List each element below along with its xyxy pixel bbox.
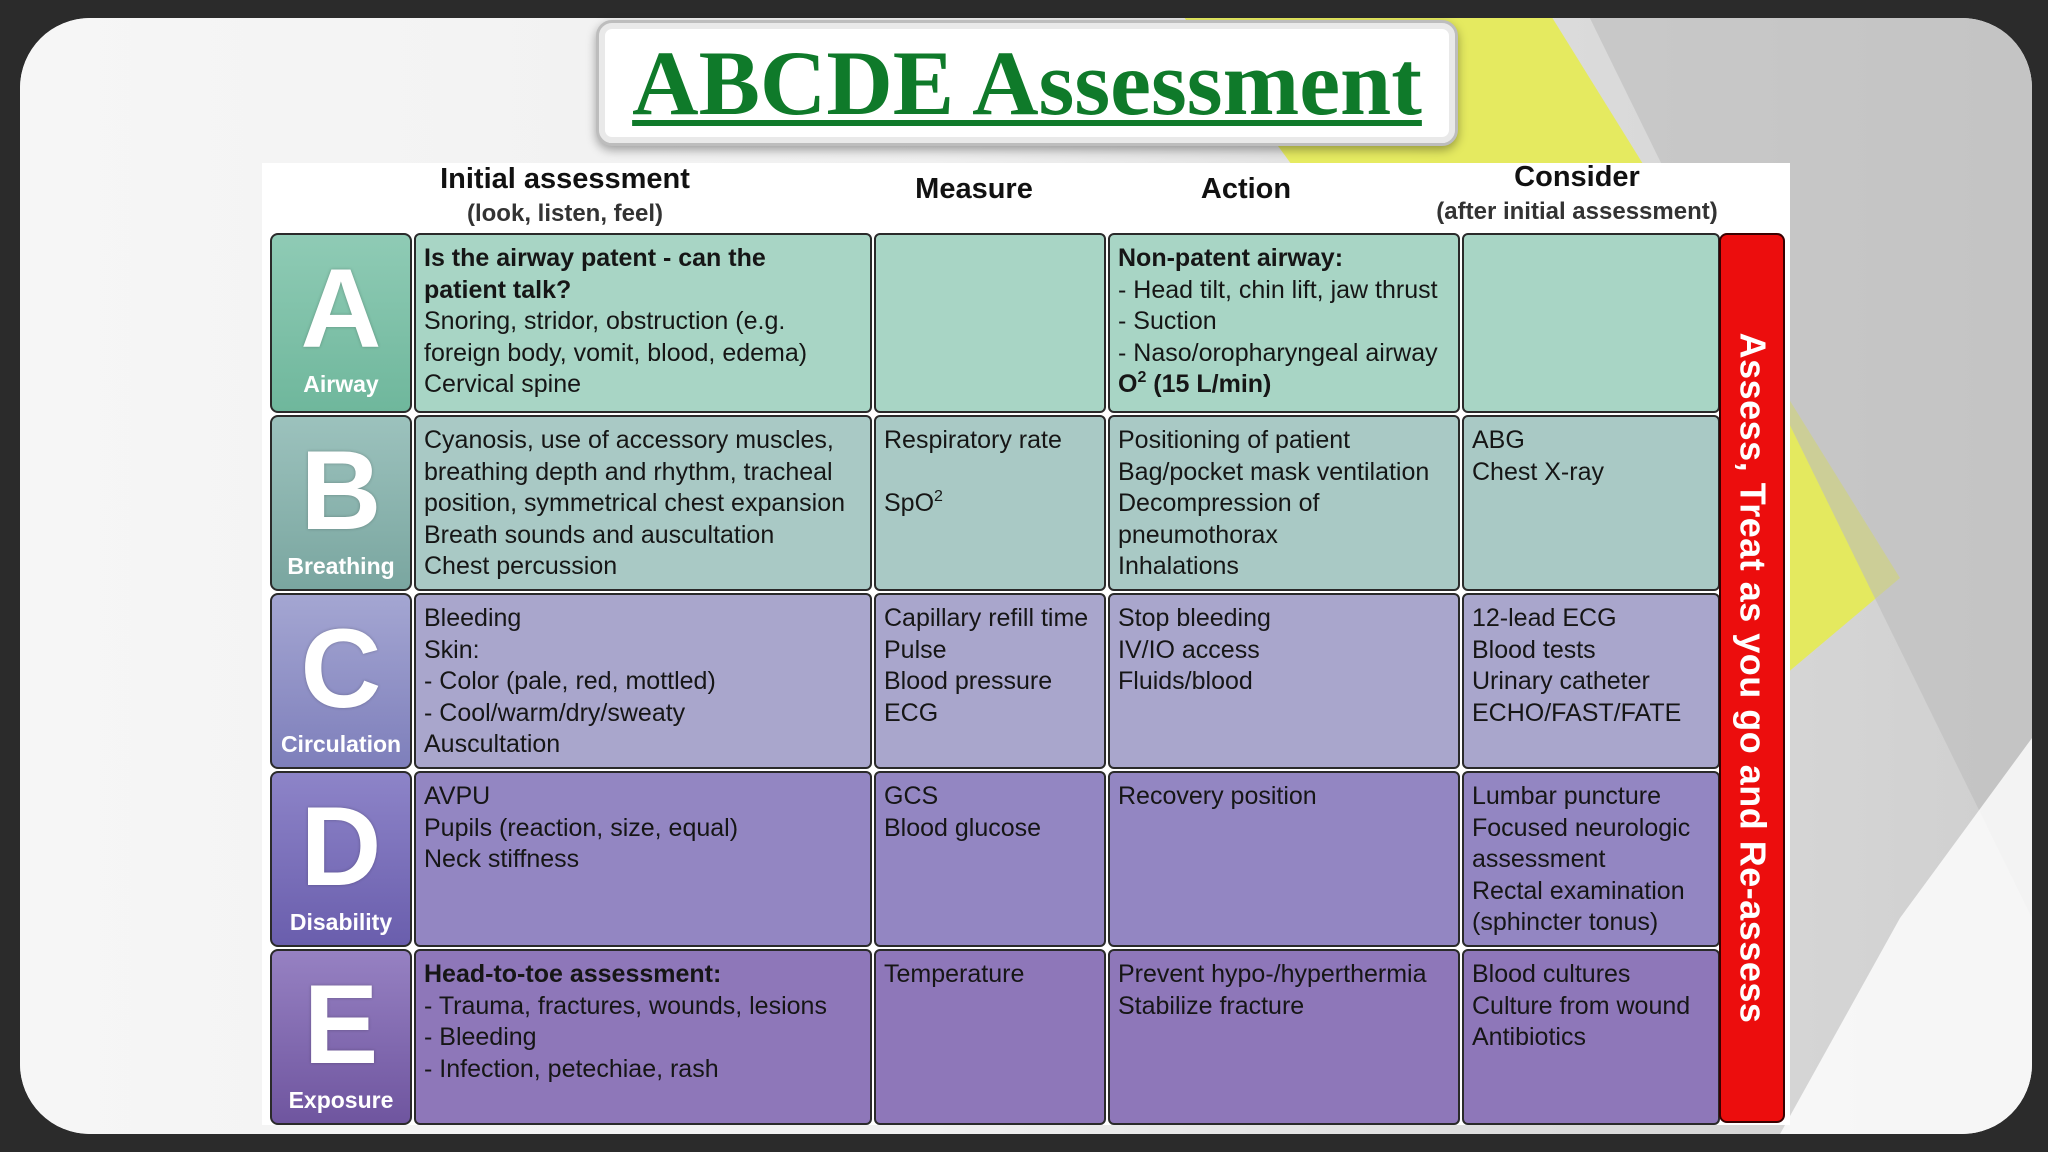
cell-gap — [884, 457, 1098, 488]
header-consider-sub: (after initial assessment) — [1436, 198, 1718, 225]
cell-e-consider — [1462, 949, 1720, 1125]
cell-line: - Color (pale, red, mottled) — [424, 667, 716, 695]
reassess-sidebar — [1719, 233, 1785, 1123]
cell-b-action — [1108, 415, 1460, 591]
letter-e-tile — [270, 949, 412, 1125]
cell-d-action — [1108, 771, 1460, 947]
cell-line: Recovery position — [1118, 782, 1317, 810]
letter-b-word: Breathing — [287, 553, 395, 579]
cell-line: Skin: — [424, 635, 480, 664]
cell-line: assessment — [1472, 845, 1606, 873]
cell-d-measure — [874, 771, 1106, 947]
cell-b-consider — [1462, 415, 1720, 591]
cell-line: Bleeding — [424, 604, 522, 632]
cell-line: Head-to-toe assessment: — [424, 960, 722, 988]
cell-line: Auscultation — [424, 730, 561, 758]
cell-line: Snoring, stridor, obstruction (e.g. — [424, 307, 786, 335]
letter-a-tile — [270, 233, 412, 413]
cell-line: Chest X-ray — [1472, 457, 1604, 486]
header-initial-label: Initial assessment — [440, 163, 690, 195]
cell-line: position, symmetrical chest expansion — [424, 489, 846, 517]
cell-line: Stabilize fracture — [1118, 991, 1305, 1020]
cell-line: patient talk? — [424, 275, 572, 304]
cell-line: Bag/pocket mask ventilation — [1118, 457, 1430, 486]
abcde-table — [262, 163, 1790, 1125]
letter-e: E — [303, 962, 379, 1087]
cell-line: Breath sounds and auscultation — [424, 520, 775, 549]
cell-line: ECHO/FAST/FATE — [1472, 698, 1682, 727]
cell-d-consider — [1462, 771, 1720, 947]
cell-line: Respiratory rate — [884, 426, 1062, 454]
cell-d-initial — [414, 771, 872, 947]
cell-line: foreign body, vomit, blood, edema) — [424, 338, 808, 367]
cell-c-measure — [874, 593, 1106, 769]
cell-c-initial — [414, 593, 872, 769]
cell-line: Pulse — [884, 635, 947, 664]
header-initial-assessment — [410, 163, 720, 228]
header-initial-sub: (look, listen, feel) — [466, 200, 664, 227]
cell-line: Capillary refill time — [884, 604, 1089, 632]
header-action-label: Action — [1200, 173, 1292, 205]
cell-line: ECG — [884, 698, 939, 727]
white-stripe — [1780, 738, 2032, 1134]
letter-d-word: Disability — [289, 909, 393, 935]
letter-d: D — [300, 784, 382, 909]
oxygen-rate: (15 L/min) — [1146, 370, 1272, 398]
cell-line: Decompression of — [1118, 489, 1320, 517]
cell-c-consider — [1462, 593, 1720, 769]
cell-line: breathing depth and rhythm, tracheal — [424, 457, 833, 486]
cell-b-initial — [414, 415, 872, 591]
cell-line: Fluids/blood — [1118, 667, 1253, 695]
cell-c-action — [1108, 593, 1460, 769]
cell-e-action — [1108, 949, 1460, 1125]
oxygen-o: O — [1118, 370, 1138, 398]
letter-d-tile — [270, 771, 412, 947]
letter-b: B — [300, 428, 382, 553]
letter-a: A — [300, 246, 382, 371]
cell-line: Blood glucose — [884, 813, 1042, 842]
cell-line: Rectal examination — [1472, 876, 1685, 905]
cell-line: - Infection, petechiae, rash — [424, 1054, 719, 1083]
cell-line: Temperature — [884, 960, 1025, 988]
cell-line: - Cool/warm/dry/sweaty — [424, 698, 686, 727]
cell-a-consider — [1462, 233, 1720, 413]
cell-a-measure — [874, 233, 1106, 413]
oxygen-sup: 2 — [1137, 369, 1147, 386]
cell-line: Neck stiffness — [424, 845, 580, 873]
cell-line: Focused neurologic — [1472, 813, 1691, 842]
header-consider — [1412, 161, 1742, 226]
letter-c: C — [300, 606, 382, 731]
cell-line: - Head tilt, chin lift, jaw thrust — [1118, 275, 1438, 304]
header-measure — [874, 173, 1074, 206]
letter-e-word: Exposure — [288, 1087, 394, 1113]
spo2-sup: 2 — [934, 487, 943, 505]
cell-line: Blood pressure — [884, 667, 1053, 695]
letter-c-word: Circulation — [280, 731, 402, 757]
cell-line: AVPU — [424, 782, 491, 810]
cell-line: Inhalations — [1118, 552, 1239, 580]
cell-line: - Trauma, fractures, wounds, lesions — [424, 991, 827, 1020]
cell-line: Pupils (reaction, size, equal) — [424, 813, 739, 842]
page-title: ABCDE Assessment — [632, 32, 1422, 134]
oxygen-line — [1118, 369, 1452, 401]
cell-line: Urinary catheter — [1472, 667, 1650, 695]
reassess-label: Assess, Treat as you go and Re-assess — [1732, 332, 1774, 1024]
cell-e-initial — [414, 949, 872, 1125]
header-consider-label: Consider — [1514, 161, 1640, 193]
cell-line: Lumbar puncture — [1472, 782, 1662, 810]
cell-a-initial — [414, 233, 872, 413]
cell-line: - Bleeding — [424, 1023, 537, 1051]
cell-line: Culture from wound — [1472, 991, 1691, 1020]
header-action — [1126, 173, 1366, 206]
spo2-line — [884, 488, 1098, 520]
cell-line: - Naso/oropharyngeal airway — [1118, 338, 1438, 367]
cell-line: Cervical spine — [424, 370, 582, 398]
cell-line: Non-patent airway: — [1118, 244, 1344, 272]
cell-line: Prevent hypo-/hyperthermia — [1118, 960, 1427, 988]
cell-a-action — [1108, 233, 1460, 413]
cell-e-measure — [874, 949, 1106, 1125]
letter-a-word: Airway — [303, 371, 379, 397]
cell-line: Is the airway patent - can the — [424, 244, 766, 272]
cell-line: 12-lead ECG — [1472, 604, 1617, 632]
cell-line: GCS — [884, 782, 939, 810]
cell-line: Blood cultures — [1472, 960, 1631, 988]
cell-line: Positioning of patient — [1118, 426, 1351, 454]
cell-line: (sphincter tonus) — [1472, 908, 1659, 936]
cell-line: pneumothorax — [1118, 520, 1278, 549]
cell-line: Blood tests — [1472, 635, 1596, 664]
cell-line: - Suction — [1118, 307, 1217, 335]
header-measure-label: Measure — [915, 173, 1033, 205]
cell-line: Cyanosis, use of accessory muscles, — [424, 426, 834, 454]
cell-line: ABG — [1472, 426, 1525, 454]
cell-b-measure — [874, 415, 1106, 591]
cell-line: IV/IO access — [1118, 635, 1260, 664]
title-box — [596, 20, 1458, 146]
letter-b-tile — [270, 415, 412, 591]
spo2-label: SpO — [884, 488, 935, 517]
cell-line: Stop bleeding — [1118, 604, 1271, 632]
letter-c-tile — [270, 593, 412, 769]
cell-line: Antibiotics — [1472, 1023, 1586, 1051]
cell-line: Chest percussion — [424, 552, 618, 580]
